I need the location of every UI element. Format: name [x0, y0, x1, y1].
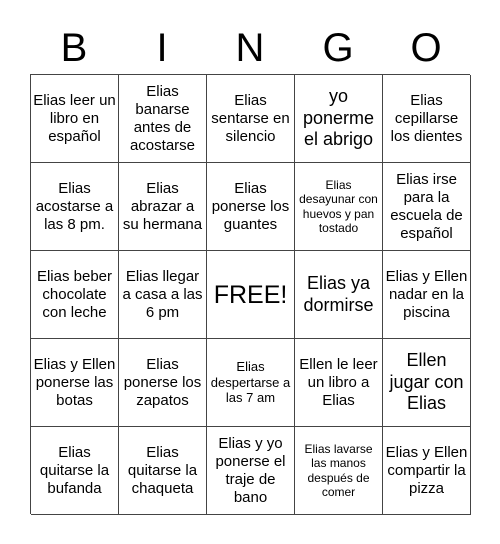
header-letter-g: G — [322, 26, 354, 70]
bingo-cell[interactable] — [31, 75, 119, 163]
cell-text: Elias lavarse las manos después de comer — [304, 441, 373, 499]
bingo-cell[interactable] — [119, 427, 207, 515]
cell-text: Elias acostarse a las 8 pm. — [35, 179, 114, 233]
bingo-cell[interactable] — [207, 163, 295, 251]
cell-text: Elias y Ellen nadar en la piscina — [385, 267, 468, 321]
bingo-header — [30, 22, 470, 74]
bingo-cell[interactable] — [295, 427, 383, 515]
bingo-cell[interactable] — [383, 251, 471, 339]
cell-text: Elias llegar a casa a las 6 pm — [122, 267, 203, 321]
cell-text: Elias leer un libro en español — [33, 91, 116, 145]
cell-text: Elias ponerse los zapatos — [123, 355, 202, 409]
cell-text: Elias desayunar con huevos y pan tostado — [299, 177, 378, 235]
header-letter-i: I — [156, 26, 168, 70]
cell-text: Elias y Ellen ponerse las botas — [33, 355, 116, 409]
free-cell[interactable] — [207, 251, 295, 339]
cell-text: Elias sentarse en silencio — [211, 91, 290, 145]
bingo-cell[interactable] — [295, 251, 383, 339]
cell-text: Ellen le leer un libro a Elias — [299, 355, 378, 409]
bingo-cell[interactable] — [31, 251, 119, 339]
cell-text: Elias ya dormirse — [303, 272, 374, 315]
cell-text: Ellen jugar con Elias — [389, 350, 464, 414]
cell-text: Elias banarse antes de acostarse — [129, 82, 196, 154]
bingo-cell[interactable] — [295, 339, 383, 427]
bingo-board — [30, 74, 470, 514]
cell-text: Elias quitarse la chaqueta — [127, 443, 198, 497]
free-space-label: FREE! — [213, 280, 288, 309]
bingo-cell[interactable] — [119, 339, 207, 427]
bingo-cell[interactable] — [383, 339, 471, 427]
bingo-cell[interactable] — [119, 75, 207, 163]
bingo-cell[interactable] — [31, 427, 119, 515]
cell-text: Elias y Ellen compartir la pizza — [385, 443, 468, 497]
cell-text: Elias despertarse a las 7 am — [210, 359, 291, 406]
header-letter-n: N — [235, 26, 265, 70]
bingo-cell[interactable] — [207, 339, 295, 427]
bingo-cell[interactable] — [295, 163, 383, 251]
bingo-cell[interactable] — [31, 339, 119, 427]
bingo-cell[interactable] — [31, 163, 119, 251]
cell-text: Elias cepillarse los dientes — [390, 91, 463, 145]
cell-text: Elias quitarse la bufanda — [39, 443, 110, 497]
cell-text: Elias y yo ponerse el traje de bano — [215, 434, 286, 506]
header-letter-b: B — [60, 26, 88, 70]
cell-text: Elias beber chocolate con leche — [36, 267, 113, 321]
bingo-cell[interactable] — [383, 427, 471, 515]
bingo-cell[interactable] — [383, 163, 471, 251]
bingo-cell[interactable] — [295, 75, 383, 163]
cell-text: yo ponerme el abrigo — [302, 86, 375, 150]
bingo-cell[interactable] — [207, 75, 295, 163]
bingo-cell[interactable] — [119, 251, 207, 339]
cell-text: Elias ponerse los guantes — [211, 179, 290, 233]
bingo-cell[interactable] — [207, 427, 295, 515]
bingo-cell[interactable] — [383, 75, 471, 163]
bingo-cell[interactable] — [119, 163, 207, 251]
header-letter-o: O — [410, 26, 442, 70]
cell-text: Elias irse para la escuela de español — [390, 170, 463, 242]
cell-text: Elias abrazar a su hermana — [122, 179, 203, 233]
